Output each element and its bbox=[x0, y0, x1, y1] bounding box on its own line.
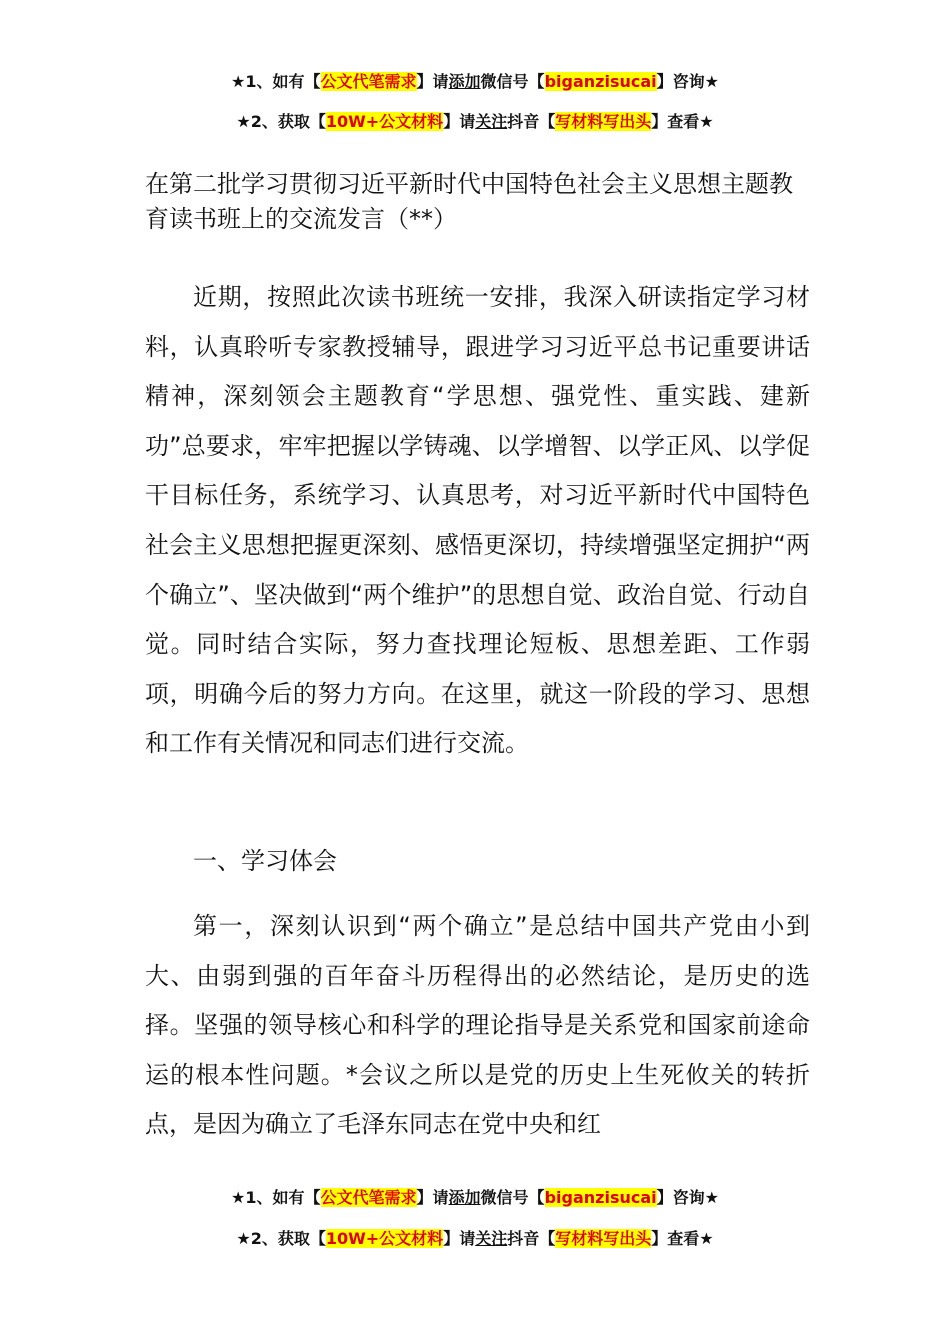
highlight-service: 公文代笔需求 bbox=[320, 1188, 417, 1207]
star-icon: ★ bbox=[231, 1188, 246, 1207]
promo-text: 抖音【 bbox=[507, 112, 556, 131]
star-icon: ★ bbox=[231, 72, 246, 91]
promo-text: 2、获取【 bbox=[250, 1229, 326, 1248]
footer-promo-line-1 bbox=[0, 1187, 950, 1209]
highlight-douyin: 写材料写出头 bbox=[555, 112, 652, 131]
highlight-materials: 10W+公文材料 bbox=[325, 1229, 444, 1248]
underlined-text: 关注 bbox=[475, 112, 508, 131]
promo-text: 】请 bbox=[416, 1188, 449, 1207]
promo-text: 】咨询★ bbox=[656, 1188, 719, 1207]
highlight-service: 公文代笔需求 bbox=[320, 72, 417, 91]
header-promo-line-2 bbox=[0, 111, 950, 133]
star-icon: ★ bbox=[236, 1229, 251, 1248]
promo-text: 微信号【 bbox=[480, 72, 545, 91]
highlight-wechat-id: biganzisucai bbox=[544, 72, 657, 91]
document-title: 在第二批学习贯彻习近平新时代中国特色社会主义思想主题教育读书班上的交流发言（**） bbox=[145, 170, 793, 233]
promo-text: 】咨询★ bbox=[656, 72, 719, 91]
header-promo-line-1 bbox=[0, 71, 950, 93]
highlight-materials: 10W+公文材料 bbox=[325, 112, 444, 131]
star-icon: ★ bbox=[236, 112, 251, 131]
intro-paragraph: 近期，按照此次读书班统一安排，我深入研读指定学习材料，认真聆听专家教授辅导，跟进学习习近平总书记重要讲话精神，深刻领会主题教育“学思想、强党性、重实践、建新功”总要求，牢牢把握以学铸魂、以学增智、以学正风、以学促干目标任务，系统学习、认真思考，对习近平新时代中国特色社会主义思想把握更深刻、感悟更深切，持续增强坚定拥护“两个确立”、坚决做到“两个维护”的思想自觉、政治自觉、行动自觉。同时结合实际，努力查找理论短板、思想差距、工作弱项，明确今后的努力方向。在这里，就这一阶段的学习、思想和工作有关情况和同志们进行交流。 bbox=[145, 283, 810, 758]
promo-text: 2、获取【 bbox=[250, 112, 326, 131]
promo-text: 】请 bbox=[443, 112, 476, 131]
promo-text: 】查看★ bbox=[651, 1229, 714, 1248]
underlined-text: 添加 bbox=[448, 72, 481, 91]
section-heading: 一、学习体会 bbox=[193, 847, 337, 875]
highlight-douyin: 写材料写出头 bbox=[555, 1229, 652, 1248]
highlight-wechat-id: biganzisucai bbox=[544, 1188, 657, 1207]
promo-text: 】请 bbox=[443, 1229, 476, 1248]
promo-text: 抖音【 bbox=[507, 1229, 556, 1248]
promo-text: 微信号【 bbox=[480, 1188, 545, 1207]
underlined-text: 关注 bbox=[475, 1229, 508, 1248]
promo-text: 1、如有【 bbox=[245, 1188, 321, 1207]
section-paragraph: 第一，深刻认识到“两个确立”是总结中国共产党由小到大、由弱到强的百年奋斗历程得出的必然结论，是历史的选择。坚强的领导核心和科学的理论指导是关系党和国家前途命运的根本性问题。*会议之所以是党的历史上生死攸关的转折点，是因为确立了毛泽东同志在党中央和红 bbox=[145, 912, 810, 1139]
promo-text: 】请 bbox=[416, 72, 449, 91]
footer-promo-line-2 bbox=[0, 1228, 950, 1250]
promo-text: 】查看★ bbox=[651, 112, 714, 131]
promo-text: 1、如有【 bbox=[245, 72, 321, 91]
underlined-text: 添加 bbox=[448, 1188, 481, 1207]
